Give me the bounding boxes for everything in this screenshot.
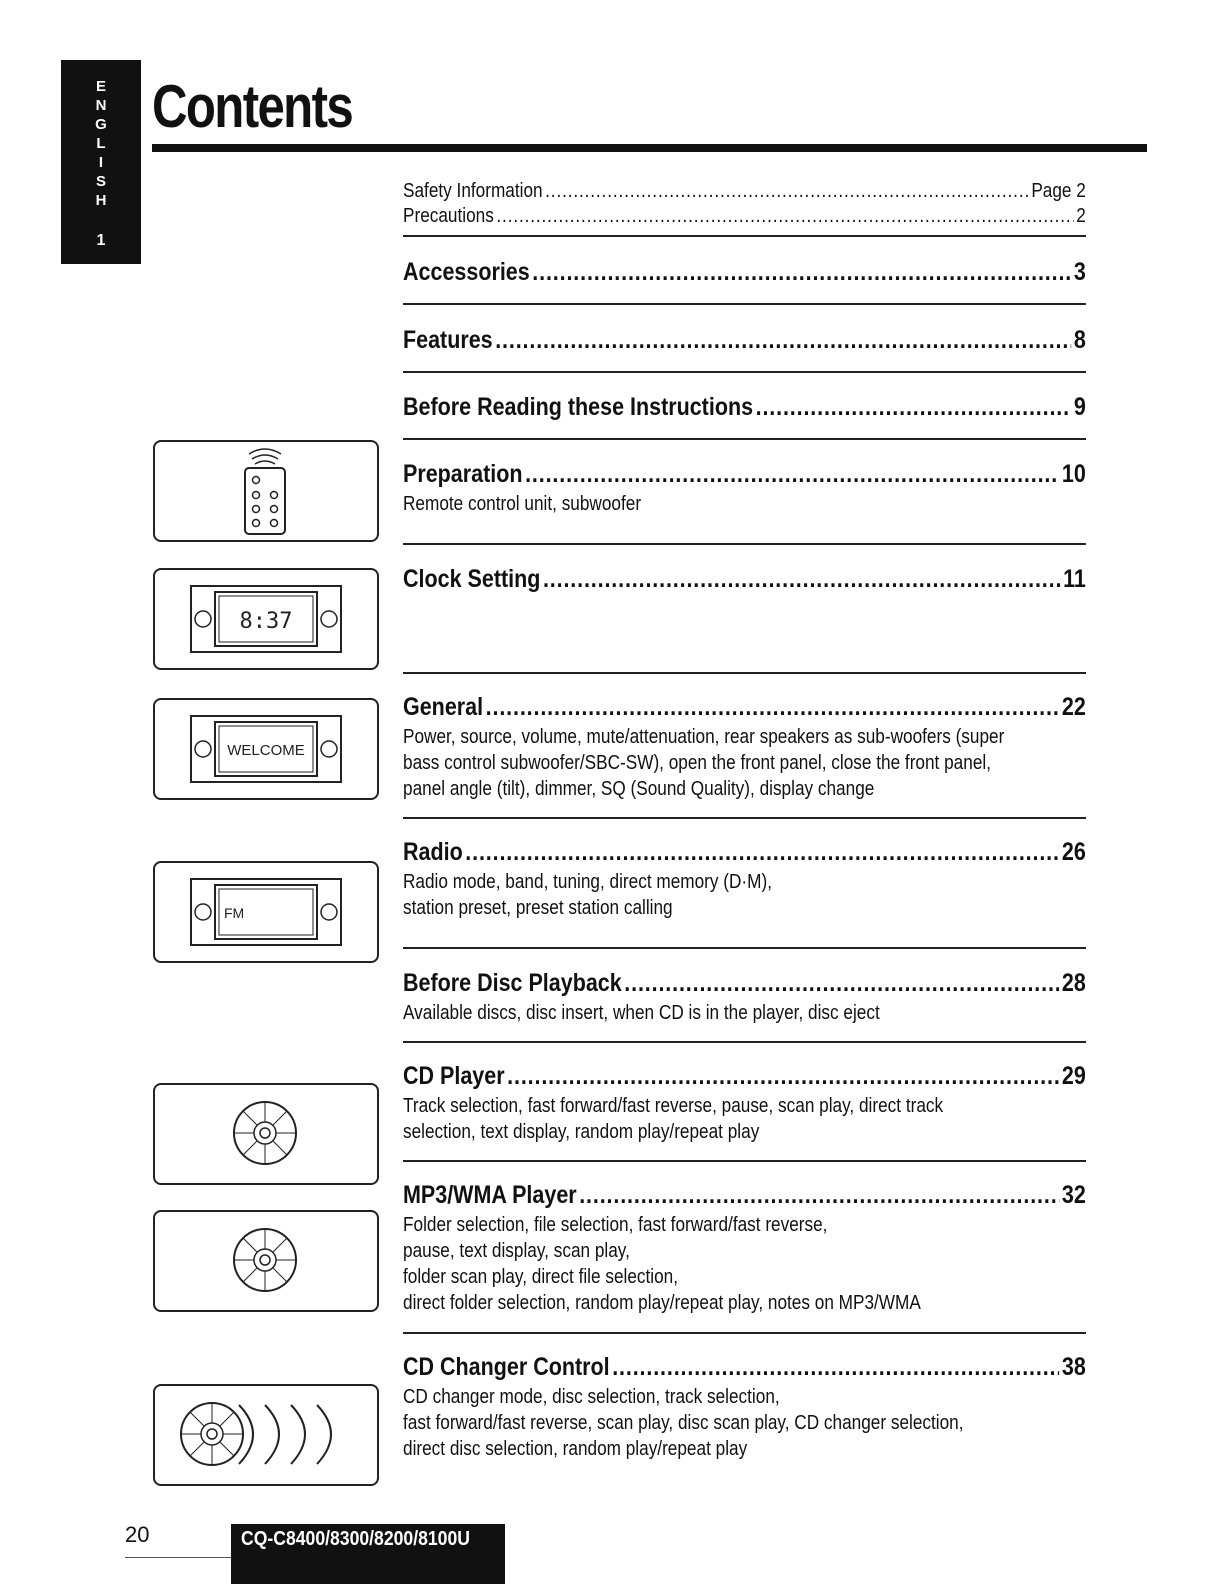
language-letter: E	[95, 78, 106, 95]
toc-section-cd-player	[403, 1062, 1086, 1145]
section-divider	[403, 1160, 1086, 1162]
leader-dots	[545, 180, 1029, 203]
toc-heading[interactable]	[403, 1181, 1086, 1210]
toc-entry-page: Page 2	[1031, 180, 1086, 202]
remote-control-icon	[155, 442, 377, 540]
toc-section-radio	[403, 838, 1086, 921]
toc-heading-title: CD Changer Control	[403, 1353, 610, 1381]
toc-entry-safety[interactable]	[403, 180, 1086, 203]
language-letter: N	[95, 97, 107, 114]
section-number: 1	[96, 232, 106, 249]
toc-section-cd-changer-control	[403, 1353, 1086, 1462]
toc-heading[interactable]	[403, 460, 1086, 489]
toc-description: Track selection, fast forward/fast reverse, pause, scan play, direct track selection, text display, random play/repeat play	[403, 1095, 944, 1143]
remote-control-illustration	[153, 440, 379, 542]
leader-dots	[525, 460, 1059, 489]
toc-entry-precautions[interactable]	[403, 205, 1086, 228]
leader-dots	[579, 1181, 1059, 1210]
toc-heading-page: 26	[1061, 838, 1086, 866]
section-divider	[403, 303, 1086, 305]
disc-stack-icon	[155, 1386, 377, 1484]
leader-dots	[532, 258, 1071, 287]
cd-changer-illustration	[153, 1384, 379, 1486]
leader-dots	[507, 1062, 1059, 1091]
toc-entry-label: Safety Information	[403, 180, 543, 202]
leader-dots	[624, 969, 1059, 998]
fm-readout: FM	[224, 905, 245, 921]
toc-heading[interactable]	[403, 393, 1086, 422]
language-letter: H	[95, 192, 107, 209]
toc-heading[interactable]	[403, 1353, 1086, 1382]
leader-dots	[543, 565, 1061, 594]
model-number: CQ-C8400/8300/8200/8100U	[241, 1528, 470, 1550]
toc-heading-title: CD Player	[403, 1062, 505, 1090]
toc-entry-page: 2	[1076, 205, 1086, 227]
toc-section-accessories	[403, 258, 1086, 287]
toc-heading[interactable]	[403, 969, 1086, 998]
section-divider	[403, 672, 1086, 674]
toc-heading-page: 8	[1073, 326, 1086, 354]
toc-heading-page: 32	[1061, 1181, 1086, 1209]
toc-section-features	[403, 326, 1086, 355]
toc-entry-label: Precautions	[403, 205, 494, 227]
language-tab	[61, 60, 141, 264]
leader-dots	[756, 393, 1072, 422]
toc-section-preparation	[403, 460, 1086, 517]
head-unit-icon	[155, 570, 377, 668]
toc-heading[interactable]	[403, 326, 1086, 355]
section-divider	[403, 235, 1086, 237]
page-title: Contents	[152, 73, 353, 140]
language-letter: L	[96, 135, 106, 152]
clock-readout: 8:37	[239, 609, 293, 634]
toc-description: Folder selection, file selection, fast forward/fast reverse, pause, text display, scan play, folder scan play, direct file selection, direct folder selection, random play/repeat play, notes on MP3/WMA	[403, 1214, 921, 1314]
toc-heading-title: Features	[403, 326, 493, 354]
section-divider	[403, 1332, 1086, 1334]
toc-heading-page: 22	[1061, 693, 1086, 721]
welcome-display-illustration	[153, 698, 379, 800]
toc-section-before-disc-playback	[403, 969, 1086, 1026]
footer-rule	[125, 1557, 245, 1558]
leader-dots	[465, 838, 1059, 867]
toc-heading-title: Radio	[403, 838, 463, 866]
welcome-readout: WELCOME	[227, 742, 305, 759]
head-unit-icon	[155, 863, 377, 961]
toc-heading-title: General	[403, 693, 484, 721]
section-divider	[403, 1041, 1086, 1043]
toc-heading-title: Clock Setting	[403, 565, 541, 593]
toc-description: Remote control unit, subwoofer	[403, 493, 642, 515]
section-divider	[403, 543, 1086, 545]
toc-heading[interactable]	[403, 693, 1086, 722]
toc-heading-page: 28	[1061, 969, 1086, 997]
toc-section-before-reading	[403, 393, 1086, 422]
toc-section-clock-setting	[403, 565, 1086, 594]
cd-illustration	[153, 1083, 379, 1185]
toc-description: Radio mode, band, tuning, direct memory (D·M), station preset, preset station calling	[403, 871, 772, 919]
page-number: 20	[125, 1522, 150, 1547]
fm-display-illustration	[153, 861, 379, 963]
toc-heading-page: 9	[1073, 393, 1086, 421]
front-matter	[403, 180, 1086, 228]
model-badge	[231, 1524, 505, 1584]
leader-dots	[486, 693, 1060, 722]
toc-heading-title: Before Reading these Instructions	[403, 393, 754, 421]
section-divider	[403, 817, 1086, 819]
disc-icon	[155, 1212, 377, 1310]
section-divider	[403, 438, 1086, 440]
disc-icon	[155, 1085, 377, 1183]
clock-display-illustration	[153, 568, 379, 670]
toc-heading-page: 38	[1061, 1353, 1086, 1381]
toc-heading[interactable]	[403, 258, 1086, 287]
language-letter: G	[95, 116, 107, 133]
toc-description: CD changer mode, disc selection, track selection, fast forward/fast reverse, scan play, disc scan play, CD changer selection, direct disc selection, random play/repeat play	[403, 1386, 964, 1460]
toc-heading[interactable]	[403, 565, 1086, 594]
language-letter: I	[98, 154, 104, 171]
toc-heading-title: MP3/WMA Player	[403, 1181, 577, 1209]
toc-description: Power, source, volume, mute/attenuation, rear speakers as sub-woofers (super bass control subwoofer/SBC-SW), open the front panel, close the front panel, panel angle (tilt), dimmer, SQ (Sound Quality), display change	[403, 726, 1005, 800]
leader-dots	[495, 326, 1071, 355]
toc-heading-title: Before Disc Playback	[403, 969, 622, 997]
toc-section-mp3-wma-player	[403, 1181, 1086, 1316]
title-divider	[152, 144, 1147, 152]
toc-heading-title: Preparation	[403, 460, 523, 488]
head-unit-icon	[155, 700, 377, 798]
toc-heading[interactable]	[403, 838, 1086, 867]
leader-dots	[496, 205, 1073, 228]
mp3-disc-illustration	[153, 1210, 379, 1312]
section-divider	[403, 947, 1086, 949]
toc-heading[interactable]	[403, 1062, 1086, 1091]
toc-description: Available discs, disc insert, when CD is in the player, disc eject	[403, 1002, 880, 1024]
toc-heading-page: 3	[1073, 258, 1086, 286]
toc-heading-page: 11	[1063, 565, 1086, 593]
section-divider	[403, 371, 1086, 373]
toc-heading-page: 10	[1061, 460, 1086, 488]
language-letter: S	[95, 173, 106, 190]
leader-dots	[612, 1353, 1059, 1382]
toc-heading-page: 29	[1061, 1062, 1086, 1090]
toc-section-general	[403, 693, 1086, 802]
toc-heading-title: Accessories	[403, 258, 530, 286]
